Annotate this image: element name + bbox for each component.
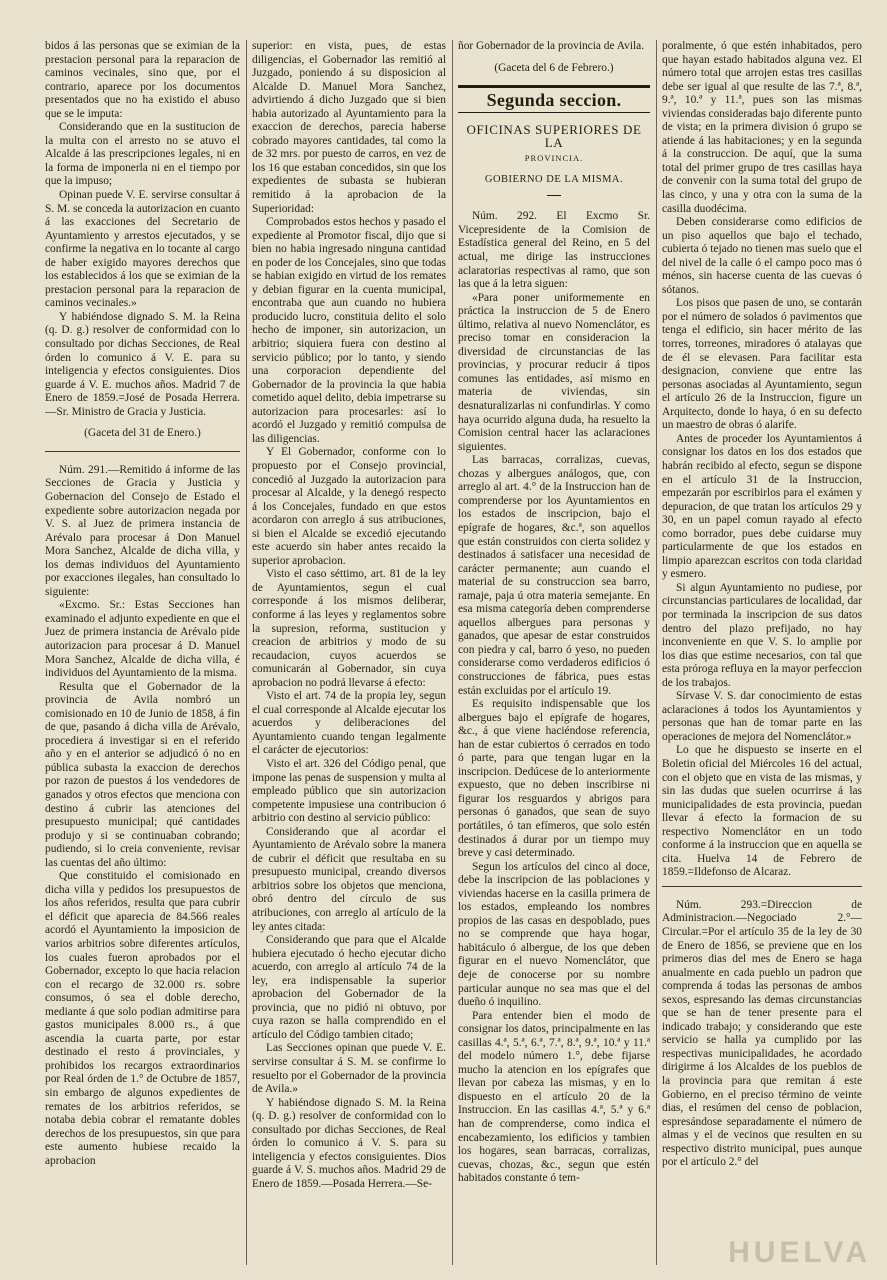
column-rule [246,40,247,1265]
paragraph: Lo que he dispuesto se inserte en el Boletin oficial del Miércoles 16 del actual, con el objeto que en vista de las mismas, y sin las dudas que suelen ocurrirse á las municipalidades de esta provincia, puedan llevar á efecto la formacion de su respectivo Nomenclátor en un todo conforme á la instruccion que en aquella se cita. Huelva 14 de Febrero de 1859.=Ildefonso de Alcaraz. [662,744,862,879]
column-2 [252,40,446,1191]
paragraph: Que constituido el comisionado en dicha villa y pedidos los presupuestos de los años referidos, resulta que para cubrir el déficit que aparecia de 84.566 reales acordó el Ayuntamiento la imposicion de varios arbitrios sobre diferentes artículos, los cuales fueron aprobados por el Gobernador, excepto lo que hacia relacion con el recargo de 32.000 rs. sobre consumos, ó sea el doble derecho, mediante á que solo podian admitirse para gastos municipales 8.000 rs., á que ascendia la cuarta parte, por estar destinado el resto á provinciales, y prohibidos los recargos extraordinarios por Real órden de 1.° de Octubre de 1857, sin embargo de algunos expedientes de remates de los arbitrios referidos, se notaba debia cobrar el rematante dobles derechos de los presupuestos, sin que para este aumento hubiese recaido la aprobacion [45,870,240,1167]
paragraph: Considerando que en la sustitucion de la multa con el arresto no se atuvo el Alcalde á las prescripciones legales, ni en la forma de imponerla ni en el tiempo por que la impuso; [45,121,240,188]
column-rule [452,40,453,1265]
paragraph: Antes de proceder los Ayuntamientos á consignar los datos en los dos estados que habrán recibido al efecto, segun se dispone en el artículo 31 de la Instruccion, empezarán por escribirlos para el exámen y depuracion, de que tratan los artículos 29 y 30, en un papel comun rayado al efecto como borrador, pues debe cuidarse muy particularmente de que los estados en limpio aparezcan escritos con toda claridad y esmero. [662,432,862,581]
paragraph: Para entender bien el modo de consignar los datos, principalmente en las casillas 4.ª, 5.ª, 6.ª, 7.ª, 8.ª, 9.ª, 10.ª y 11.ª del modelo número 1.°, debe fijarse mucho la atencion en los epígrafes que llevan por cabeza las mismas, y en lo dispuesto en el artículo 20 de la Instruccion. En las casillas 4.ª, 5.ª y 6.ª han de comprenderse, como indica el encabezamiento, los edificios y tambien los hogares, sean barracas, corralizas, cuevas, chozas, &c., segun que estén habitados constante ó tem- [458,1009,650,1185]
paragraph: Considerando que al acordar el Ayuntamiento de Arévalo sobre la manera de cubrir el déficit que resultaba en su presupuesto municipal, creando diversos arbitrios sobre los objetos que menciona, obró dentro del círculo de sus atribuciones, con arreglo al artículo de la ley antes citada: [252,825,446,933]
paragraph: Núm. 291.—Remitido á informe de las Secciones de Gracia y Justicia y Gobernacion del Consejo de Estado el expediente sobre autorizacion negada por V. S. al Juez de primera instancia de Arévalo para procesar á Don Manuel Mora Sanchez, Alcalde de dicha villa, y los demas individuos del Ayuntamiento por exacciones ilegales, han consultado lo siguiente: [45,463,240,598]
paragraph: Y habiéndose dignado S. M. la Reina (q. D. g.) resolver de conformidad con lo consultado por dichas Secciones, de Real órden lo comunico á V. E. para su inteligencia y efectos consiguientes. Dios guarde á V. E. muchos años. Madrid 7 de Enero de 1859.=José de Posada Herrera.—Sr. Ministro de Gracia y Justicia. [45,310,240,418]
paragraph: Si algun Ayuntamiento no pudiese, por circunstancias particulares de localidad, dar por terminada la inscripcion de sus datos dentro del plazo prefijado, no hay inconveniente en que V. S. lo amplie por los dias que estime necesarios, con tal que esta próroga refluya en la mayor perfeccion de los trabajos. [662,581,862,689]
paragraph: Resulta que el Gobernador de la provincia de Avila nombró un comisionado en 10 de Junio de 1858, á fin de que, pasando á dicha villa de Arévalo, procediera á investigar si en el referido año y en el anterior se adjudicó ó no en pública subasta la exaccion de derechos por razon de puestos á los vendedores de ganados y otros efectos que menciona con destino á cubrir las atenciones del presupuesto municipal; qué cantidades produjo y si se continuaban cobrando; pudiendo, si lo creia conveniente, revisar las cuentas del año último: [45,680,240,869]
column-1 [45,40,240,1168]
paragraph: Opinan puede V. E. servirse consultar á S. M. se conceda la autorizacion en cuanto á las exacciones del Secretario de Ayuntamiento y arrestos ejecutados, y se confirme la negativa en lo tocante al cargo de haber exigido mayores derechos que los establecidos á los que se eximian de la prestacion personal para la reparacion de caminos vecinales.» [45,189,240,310]
paragraph: «Excmo. Sr.: Estas Secciones han examinado el adjunto expediente en que el Juez de primera instancia de Arévalo pide autorizacion para procesar á D. Manuel Mora Sanchez, Alcalde de dicha villa, é individuos del Ayuntamiento de la misma. [45,599,240,680]
paragraph: Comprobados estos hechos y pasado el expediente al Promotor fiscal, dijo que si bien no habia ingresado ninguna cantidad en poder de los Concejales, sino que todas se habian exigido en virtud de los remates y debian figurar en la cuenta municipal, encontraba que aun cuando no hubiera producido lucro, constituia delito el solo hecho de imponer, sin autorizacion, un arbitrio; siquiera fuera con destino al servicio público; por lo tanto, y siendo una corporacion dependiente del Gobernador de la provincia la que habia cometido aquel delito, debia impetrarse su autorizacion para procesarles: así lo acordó el Juzgado y remitió compulsa de las diligencias. [252,216,446,445]
paragraph: Segun los artículos del cinco al doce, debe la inscripcion de las poblaciones y viviendas hacerse en la casilla primera de los estados, empleando los nombres propios de las casas en despoblado, pues no se comprende que haya hogar, habitáculo ó albergue, de los que deben figurar en el nuevo Nomenclátor, que deje de conocerse por su nombre particular aunque no sea mas que el del dueño ó inquilino. [458,860,650,1009]
paragraph: Visto el caso séttimo, art. 81 de la ley de Ayuntamientos, segun el cual corresponde á los mismos deliberar, conforme á las leyes y reglamentos sobre la supresion, reforma, sustitucion y creacion de arbitrios y modo de su recaudacion, cuyos acuerdos se comunicarán al Gobernador, sin cuya aprobacion no podrá llevarse á efecto: [252,568,446,689]
government-heading: GOBIERNO DE LA MISMA. [484,174,624,186]
column-4 [662,40,862,1170]
gaceta-reference: (Gaceta del 6 de Febrero.) [494,61,614,74]
thin-rule [458,112,650,113]
paragraph: Y El Gobernador, conforme con lo propuesto por el Consejo provincial, concedió al Juzgado la autorizacion para procesar al Alcalde, y la denegó respecto á los Concejales, fundado en que estos acordaron con arreglo á sus atribuciones, si bien el Alcalde se excedió ejecutando este acuerdo sin haber antes recaido la superior aprobacion. [252,446,446,567]
archive-watermark: HUELVA [728,1236,871,1269]
column-3 [458,40,650,1186]
paragraph: Visto el art. 326 del Código penal, que impone las penas de suspension y multa al empleado público que sin autorizacion competente impusiese una contribucion ó arbitrio con destino al servicio público: [252,757,446,825]
paragraph: Considerando que para que el Alcalde hubiera ejecutado ó hecho ejecutar dicho acuerdo, con arreglo al artículo 74 de la ley, era indispensable la superior aprobacion del Gobernador de la provincia, que no pidió ni obtuvo, por cuya razon se halla comprendido en el artículo del Código tambien citado; [252,934,446,1041]
province-subheading: PROVINCIA. [524,152,584,163]
paragraph: Los pisos que pasen de uno, se contarán por el número de solados ó pavimentos que tenga el edificio, sin hacer mérito de las torres, torreones, miradores ó atalayas que de él se elevasen. Para facilitar esta designacion, conviene que entre las personas asociadas al Ayuntamiento, segun el artículo 26 de la Instruccion, figure un Arquitecto, donde lo haya, ó en su defecto un maestro de obras ó alarife. [662,297,862,432]
paragraph: superior: en vista, pues, de estas diligencias, el Gobernador las remitió al Juzgado, poniendo á su disposicion al Alcalde D. Manuel Mora Sanchez, advirtiendo á dicho Juzgado que si bien habia autorizado al Ayuntamiento para la exaccion de derechos, parecia haberse cobrado mayores cantidades, tal como la de 32 mrs. por puesto de carros, en vez de los 16 que estaban concedidos, sin que los expedientes de subasta se hubieran remitido á la aprobacion de la Superioridad: [252,40,446,215]
gaceta-reference: (Gaceta del 31 de Enero.) [84,427,201,440]
paragraph: Deben considerarse como edificios de un piso aquellos que bajo el techado, cubierta ó tejado no tienen mas suelo que el del nivel de la calle ó el campo poco mas ó ménos, sin hacerse cuenta de las cuevas ó sótanos. [662,216,862,296]
short-dash [458,189,650,203]
article-separator [662,886,862,887]
column-rule [656,40,657,1265]
paragraph: Núm. 293.=Direccion de Administracion.—Negociado 2.°—Circular.=Por el artículo 35 de la ley de 30 de Enero de 1856, se previene que en los primeros dias del mes de Enero se haga anualmente en cada pueblo un padron que comprenda á todas las personas de ambos sexos, espresando las demas circunstancias que se han de tener presente para el indicado trabajo; y considerando que este servicio se halla ya cumplido por las respectivas municipalidades, he acordado dirigirme á los Alcaldes de los pueblos de la provincia para que remitan á este Gobierno, en el preciso término de veinte dias, el resúmen del censo de poblacion, espresándose separadamente el número de almas y el de vecinos que resulten en su respectivo distrito municipal, pues aunque por el artículo 2.° del [662,898,862,1169]
paragraph: bidos á las personas que se eximian de la prestacion personal para la reparacion de caminos vecinales, sino que, por el contrario, aparece por los documentos presentados que no ha existido el abuso que se le imputa: [45,40,240,120]
paragraph: Núm. 292. El Excmo Sr. Vicepresidente de la Comision de Estadística general del Reino, en 5 del actual, me dirige las instrucciones aclaratorias respectivas al ramo, que son las que á la letra siguen: [458,210,650,291]
paragraph: Visto el art. 74 de la propia ley, segun el cual corresponde al Alcalde ejecutar los acuerdos y deliberaciones del Ayuntamiento cuando tengan legalmente el carácter de ejecutorios: [252,690,446,757]
thick-rule [458,85,650,88]
paragraph: «Para poner uniformemente en práctica la instruccion de 5 de Enero último, relativa al nuevo Nomenclátor, es preciso tomar en consideracion la diversidad de circunstancias de las provincias, y procurar reducir á tipos comunes las entidades, así mismo en materia de viviendas, sin desnaturalizarlas ni confundirlas. Y como haya ocurrido alguna duda, ha resuelto la Comision central hacer las aclaraciones siguientes. [458,291,650,453]
paragraph: Sírvase V. S. dar conocimiento de estas aclaraciones á todos los Ayuntamientos y personas que han de tomar parte en las operaciones de mejora del Nomenclátor.» [662,690,862,743]
article-separator [45,451,240,452]
paragraph: Las Secciones opinan que puede V. E. servirse consultar á S. M. se confirme lo resuelto por el Gobernador de la provincia de Avila.» [252,1042,446,1096]
paragraph: ñor Gobernador de la provincia de Avila. [458,40,645,52]
office-heading: OFICINAS SUPERIORES DE LA [466,121,642,151]
paragraph: Y habiéndose dignado S. M. la Reina (q. D. g.) resolver de conformidad con lo consultado por dichas Secciones, de Real órden lo comunico á V. S. para su inteligencia y efectos consiguientes. Dios guarde á V. S. muchos años. Madrid 29 de Enero de 1859.—Posada Herrera.—Se- [252,1096,446,1190]
section-heading: Segunda seccion. [486,90,622,111]
paragraph: poralmente, ó que estén inhabitados, pero que hayan estado habitados alguna vez. El número total que arrojen estas tres casillas debe ser igual al que resulte de las 7.ª, 8.ª, 9.ª, 10.ª y 11.ª, pues son las mismas viviendas consideradas bajo diferente punto de vista; en la primera division ó grupo se atiende á las habitaciones; y en la segunda á la construccion. De aquí, que la suma total del primer grupo de tres casillas haya de convenir con la suma total del grupo de las cinco, y una y otra con la suma de la casilla duodécima. [662,40,862,215]
paragraph: Es requisito indispensable que los albergues bajo el epígrafe de hogares, &c., á que viene haciéndose referencia, han de estar cubiertos ó cerrados en todo ó parte, para que tengan lugar en la inscripcion. Dedúcese de lo anteriormente expuesto, que no deben inscribirse ni figurar los resguardos y abrigos para personas ó ganados, que sean de suyo portátiles, ó tan efímeros, que solo estén destinados á durar por un tiempo muy breve y casi determinado. [458,698,650,860]
paragraph: Las barracas, corralizas, cuevas, chozas y albergues análogos, que, con arreglo al art. 4.° de la Instruccion han de comprenderse por los Ayuntamientos en los estados de inscripcion, bajo el epígrafe de hogares, &c.ª, son aquellos que están construidos con cierta solidez y destinados á satisfacer una necesidad de carácter permanente; aun cuando el material de su construccion sea barro, ramaje, paja ú otra materia semejante. En esa misma categoría deben comprenderse aquellos albergues para personas y ganados, que apesar de estar construidos con piedra y cal, barro ó yeso, no pueden considerarse como verdaderos edificios ó construcciones de fábrica, pues estas están excluidas por el artículo 19. [458,454,650,697]
